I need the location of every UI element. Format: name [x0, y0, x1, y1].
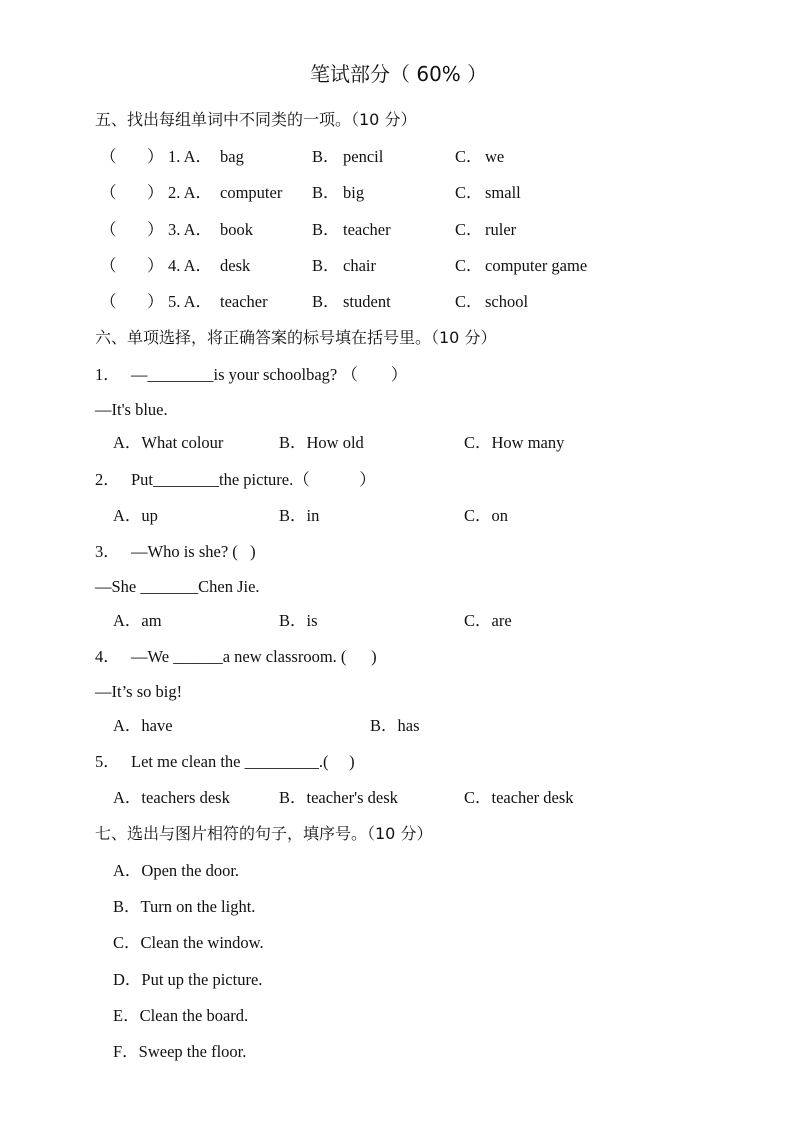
option-a: bag: [220, 147, 244, 166]
option-c: we: [485, 147, 505, 166]
question-number: 3．: [95, 542, 120, 561]
answer-paren-close: ）: [147, 292, 164, 311]
option-c-label: C．: [455, 183, 483, 202]
option-c: C．How many: [464, 433, 565, 452]
option-c: ruler: [485, 220, 517, 239]
question-text: —Who is she? ( ): [131, 542, 256, 561]
question-number: 4．: [95, 647, 120, 666]
item-number: 1. A．: [168, 147, 213, 166]
answer-paren-close: ）: [147, 256, 164, 275]
option-c-label: C．: [455, 220, 483, 239]
question-text: —________is your schoolbag? （ ）: [131, 365, 408, 384]
option-b-label: B．: [312, 147, 340, 166]
option-b: B．How old: [279, 433, 364, 452]
question-number: 5．: [95, 752, 120, 771]
option-b-label: B．: [312, 183, 340, 202]
option-a: A．have: [113, 716, 173, 735]
option-b: big: [343, 183, 365, 202]
question-reply: —It’s so big!: [95, 682, 183, 701]
option-c: computer game: [485, 256, 588, 275]
option-a: book: [220, 220, 253, 239]
question-text: Put________the picture.（ ）: [131, 470, 376, 489]
section-7-heading: 七、选出与图片相符的句子，填序号。（10 分）: [95, 824, 433, 843]
answer-paren-open: （: [100, 256, 117, 275]
question-reply: —It's blue.: [95, 400, 168, 419]
option-b-label: B．: [312, 220, 340, 239]
question-reply: —She _______Chen Jie.: [95, 577, 260, 596]
answer-paren-open: （: [100, 292, 117, 311]
option-a: A．am: [113, 611, 162, 630]
item-number: 5. A．: [168, 292, 213, 311]
option-c: C．on: [464, 506, 509, 525]
option-b: B．in: [279, 506, 320, 525]
option-a: A．What colour: [113, 433, 224, 452]
answer-paren-open: （: [100, 147, 117, 166]
item-number: 2. A．: [168, 183, 213, 202]
page-title: 笔试部分（ 60% ）: [310, 62, 488, 86]
option-a: A．up: [113, 506, 158, 525]
section-5-heading: 五、找出每组单词中不同类的一项。（10 分）: [95, 110, 417, 129]
section-6-heading: 六、单项选择，将正确答案的标号填在括号里。（10 分）: [95, 328, 497, 347]
question-number: 2．: [95, 470, 120, 489]
option-c-label: C．: [455, 147, 483, 166]
item-number: 4. A．: [168, 256, 213, 275]
option-a: A．teachers desk: [113, 788, 230, 807]
option-b: chair: [343, 256, 376, 275]
option-c: school: [485, 292, 529, 311]
list-item: D．Put up the picture.: [113, 970, 263, 989]
question-number: 1．: [95, 365, 120, 384]
option-c: C．are: [464, 611, 512, 630]
item-number: 3. A．: [168, 220, 213, 239]
answer-paren-close: ）: [147, 220, 164, 239]
option-c-label: C．: [455, 256, 483, 275]
option-c-label: C．: [455, 292, 483, 311]
answer-paren-close: ）: [147, 183, 164, 202]
option-b: B．has: [370, 716, 420, 735]
answer-paren-open: （: [100, 183, 117, 202]
list-item: A．Open the door.: [113, 861, 240, 880]
option-b-label: B．: [312, 292, 340, 311]
option-b: pencil: [343, 147, 384, 166]
answer-paren-close: ）: [147, 147, 164, 166]
list-item: E．Clean the board.: [113, 1006, 249, 1025]
list-item: C．Clean the window.: [113, 933, 264, 952]
list-item: F．Sweep the floor.: [113, 1042, 247, 1061]
list-item: B．Turn on the light.: [113, 897, 256, 916]
option-b: teacher: [343, 220, 391, 239]
option-a: teacher: [220, 292, 268, 311]
answer-paren-open: （: [100, 220, 117, 239]
question-text: —We ______a new classroom. ( ): [131, 647, 377, 666]
option-b: B．is: [279, 611, 318, 630]
option-b: B．teacher's desk: [279, 788, 398, 807]
option-a: desk: [220, 256, 251, 275]
option-b-label: B．: [312, 256, 340, 275]
option-c: C．teacher desk: [464, 788, 574, 807]
question-text: Let me clean the _________.( ): [131, 752, 355, 771]
option-b: student: [343, 292, 391, 311]
option-a: computer: [220, 183, 283, 202]
option-c: small: [485, 183, 521, 202]
